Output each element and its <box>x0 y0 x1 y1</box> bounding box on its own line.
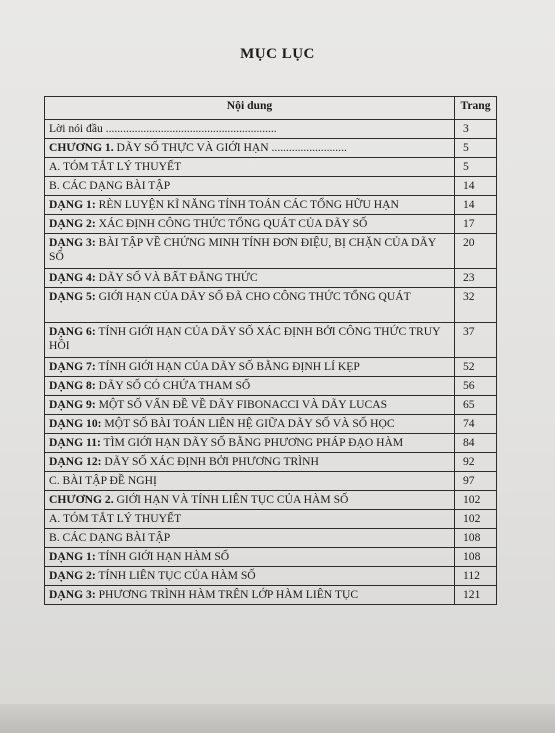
toc-page-number: 65 <box>455 396 497 415</box>
toc-page-number: 32 <box>455 288 497 323</box>
toc-entry <box>45 288 455 323</box>
toc-entry-label: DẠNG 7: <box>49 360 96 373</box>
toc-entry-label: DẠNG 10: <box>49 417 102 430</box>
toc-entry <box>45 358 455 377</box>
toc-row <box>45 434 497 453</box>
toc-entry-label: DẠNG 9: <box>49 398 96 411</box>
toc-entry-title: BÀI TẬP VỀ CHỨNG MINH TÍNH ĐƠN ĐIỆU, BỊ CHẶN CỦA DÃY SỐ <box>49 236 436 263</box>
toc-entry-label: DẠNG 6: <box>49 325 96 338</box>
toc-body <box>45 120 497 605</box>
toc-page-number: 20 <box>455 234 497 269</box>
toc-page-number: 74 <box>455 415 497 434</box>
toc-entry-title: PHƯƠNG TRÌNH HÀM TRÊN LỚP HÀM LIÊN TỤC <box>95 588 359 601</box>
toc-entry-label: DẠNG 5: <box>49 290 96 303</box>
toc-entry-title: XÁC ĐỊNH CÔNG THỨC TỔNG QUÁT CỦA DÃY SỐ <box>95 217 368 230</box>
toc-entry <box>45 234 455 269</box>
toc-row <box>45 529 497 548</box>
toc-row <box>45 215 497 234</box>
toc-entry-title: TÍNH LIÊN TỤC CỦA HÀM SỐ <box>95 569 256 582</box>
toc-entry <box>45 196 455 215</box>
toc-entry-title: TÍNH GIỚI HẠN CỦA DÃY SỐ BẰNG ĐỊNH LÍ KẸP <box>95 360 360 373</box>
toc-entry-title: TÍNH GIỚI HẠN CỦA DÃY SỐ XÁC ĐỊNH BỞI CÔNG THỨC TRUY HỒI <box>49 325 441 352</box>
toc-page-number: 52 <box>455 358 497 377</box>
toc-page-number: 97 <box>455 472 497 491</box>
toc-entry-label: DẠNG 1: <box>49 550 96 563</box>
toc-page-number: 92 <box>455 453 497 472</box>
toc-entry <box>45 472 455 491</box>
toc-entry <box>45 567 455 586</box>
page-bottom-shadow <box>0 704 555 733</box>
toc-entry <box>45 491 455 510</box>
toc-entry <box>45 269 455 288</box>
toc-entry-title: C. BÀI TẬP ĐỀ NGHỊ <box>49 474 157 487</box>
toc-entry <box>45 510 455 529</box>
toc-page-number: 108 <box>455 548 497 567</box>
toc-entry <box>45 377 455 396</box>
toc-entry <box>45 548 455 567</box>
toc-entry-title: B. CÁC DẠNG BÀI TẬP <box>49 179 171 192</box>
toc-row <box>45 453 497 472</box>
toc-entry <box>45 529 455 548</box>
toc-entry-label: DẠNG 3: <box>49 588 96 601</box>
toc-row <box>45 510 497 529</box>
toc-page-number: 56 <box>455 377 497 396</box>
toc-row <box>45 415 497 434</box>
toc-entry <box>45 177 455 196</box>
toc-entry-title: A. TÓM TẮT LÝ THUYẾT <box>49 160 182 173</box>
toc-entry <box>45 215 455 234</box>
toc-page-number: 37 <box>455 323 497 358</box>
toc-row <box>45 548 497 567</box>
toc-entry <box>45 415 455 434</box>
toc-page-number: 108 <box>455 529 497 548</box>
toc-entry-label: DẠNG 11: <box>49 436 101 449</box>
toc-entry-title: A. TÓM TẮT LÝ THUYẾT <box>49 512 182 525</box>
toc-page-number: 17 <box>455 215 497 234</box>
toc-entry-title: MỘT SỐ BÀI TOÁN LIÊN HỆ GIỮA DÃY SỐ VÀ SỐ HỌC <box>101 417 395 430</box>
toc-entry-title: GIỚI HẠN CỦA DÃY SỐ ĐÃ CHO CÔNG THỨC TỔNG QUÁT <box>95 290 411 303</box>
toc-entry-label: CHƯƠNG 1. <box>49 141 114 154</box>
toc-page-number: 102 <box>455 510 497 529</box>
toc-row <box>45 120 497 139</box>
toc-row <box>45 491 497 510</box>
toc-row <box>45 586 497 605</box>
toc-row <box>45 567 497 586</box>
toc-row <box>45 139 497 158</box>
toc-entry-label: DẠNG 4: <box>49 271 96 284</box>
toc-entry-title: DÃY SỐ THỰC VÀ GIỚI HẠN .......................... <box>113 141 347 154</box>
toc-entry-title: MỘT SỐ VẤN ĐỀ VỀ DÃY FIBONACCI VÀ DÃY LUCAS <box>95 398 388 411</box>
toc-entry-label: DẠNG 3: <box>49 236 96 249</box>
toc-page-number: 14 <box>455 177 497 196</box>
toc-entry-title: DÃY SỐ VÀ BẤT ĐẲNG THỨC <box>95 271 258 284</box>
toc-entry-title: DÃY SỐ CÓ CHỨA THAM SỐ <box>95 379 251 392</box>
toc-page-number: 5 <box>455 139 497 158</box>
toc-row <box>45 288 497 323</box>
toc-row <box>45 377 497 396</box>
toc-entry-title: Lời nói đầu ........................................................... <box>49 122 277 135</box>
toc-entry-title: TÍNH GIỚI HẠN HÀM SỐ <box>95 550 230 563</box>
toc-entry <box>45 396 455 415</box>
toc-row <box>45 177 497 196</box>
toc-entry-label: DẠNG 12: <box>49 455 102 468</box>
toc-row <box>45 158 497 177</box>
toc-table <box>44 96 497 605</box>
toc-row <box>45 323 497 358</box>
toc-row <box>45 234 497 269</box>
toc-page-number: 121 <box>455 586 497 605</box>
toc-page-number: 14 <box>455 196 497 215</box>
header-content: Nội dung <box>45 97 455 120</box>
toc-row <box>45 396 497 415</box>
toc-entry <box>45 586 455 605</box>
toc-row <box>45 358 497 377</box>
toc-entry-label: DẠNG 1: <box>49 198 96 211</box>
toc-page-number: 112 <box>455 567 497 586</box>
toc-header-row <box>45 97 497 120</box>
toc-page-number: 84 <box>455 434 497 453</box>
toc-row <box>45 472 497 491</box>
toc-entry <box>45 434 455 453</box>
toc-row <box>45 196 497 215</box>
toc-page-number: 3 <box>455 120 497 139</box>
toc-entry-title: TÌM GIỚI HẠN DÃY SỐ BẰNG PHƯƠNG PHÁP ĐẠO HÀM <box>100 436 404 449</box>
toc-entry-title: B. CÁC DẠNG BÀI TẬP <box>49 531 171 544</box>
toc-page-number: 102 <box>455 491 497 510</box>
toc-entry <box>45 453 455 472</box>
toc-entry <box>45 139 455 158</box>
toc-entry-title: RÈN LUYỆN KĨ NĂNG TÍNH TOÁN CÁC TỔNG HỮU HẠN <box>95 198 399 211</box>
toc-entry-title: DÃY SỐ XÁC ĐỊNH BỞI PHƯƠNG TRÌNH <box>101 455 319 468</box>
toc-entry <box>45 158 455 177</box>
toc-entry-label: DẠNG 8: <box>49 379 96 392</box>
toc-page-number: 5 <box>455 158 497 177</box>
toc-page-number: 23 <box>455 269 497 288</box>
header-page: Trang <box>455 97 497 120</box>
page-title: MỤC LỤC <box>240 46 315 62</box>
toc-entry-title: GIỚI HẠN VÀ TÍNH LIÊN TỤC CỦA HÀM SỐ <box>113 493 349 506</box>
toc-entry <box>45 323 455 358</box>
toc-entry-label: DẠNG 2: <box>49 217 96 230</box>
toc-entry-label: DẠNG 2: <box>49 569 96 582</box>
toc-entry <box>45 120 455 139</box>
toc-entry-label: CHƯƠNG 2. <box>49 493 114 506</box>
toc-row <box>45 269 497 288</box>
